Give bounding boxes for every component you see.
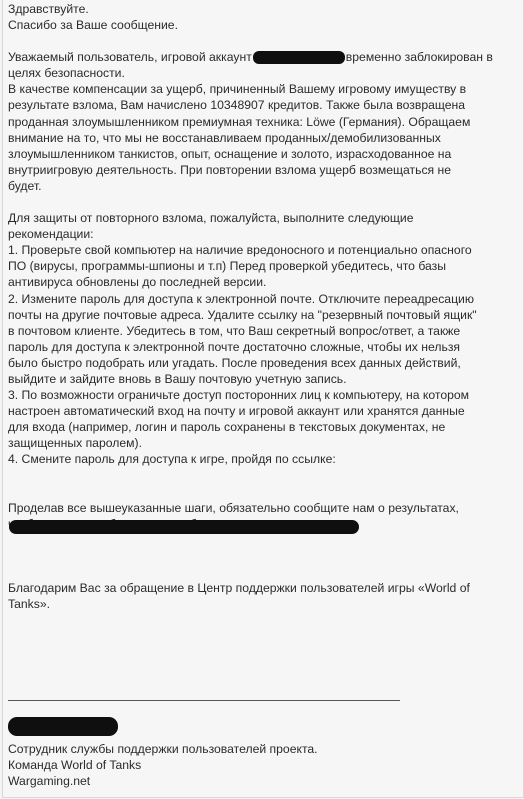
recommendation-line: в почтовом клиенте. Убедитесь в том, что Ваш секретный вопрос/ответ, а также <box>8 323 461 338</box>
block-notice-after: временно заблокирован в <box>345 50 493 65</box>
compensation-line: В качестве компенсации за ущерб, причиненный Вашему игровому имуществу в <box>8 82 467 97</box>
recommendation-line: 2. Измените пароль для доступа к электронной почте. Отключите переадресацию <box>8 291 474 306</box>
signature-company: Wargaming.net <box>8 774 91 789</box>
recommendation-line: было быстро подобрать или угадать. После проведения всех данных действий, <box>8 355 461 370</box>
recommendation-line: 3. По возможности ограничьте доступ посторонних лиц к компьютеру, на котором <box>8 388 470 403</box>
block-notice-line-2: целях безопасности. <box>8 66 125 81</box>
compensation-line: внутриигровую деятельность. При повторении взлома ущерб возмещаться не <box>8 162 452 177</box>
redacted-reset-link <box>9 520 359 534</box>
recommendation-line: для входа (например, логин и пароль сохранены в текстовых документах, не <box>8 420 446 435</box>
closing-line: Благодарим Вас за обращение в Центр поддержки пользователей игры «World of <box>8 580 470 595</box>
after-steps-line: Проделав все вышеуказанные шаги, обязательно сообщите нам о результатах, <box>8 500 459 515</box>
recommendation-line: пароль для доступа к электронной почте достаточно сложные, чтобы их нельзя <box>8 339 461 354</box>
compensation-line: будет. <box>8 178 42 193</box>
recommendation-line: защищенных паролем). <box>8 436 142 451</box>
recommendation-line: Для защиты от повторного взлома, пожалуйста, выполните следующие <box>8 211 414 226</box>
recommendation-line: почты на другие почтовые адреса. Удалите ссылку на "резервный почтовый ящик" <box>8 307 477 322</box>
recommendation-line: рекомендации: <box>8 227 94 242</box>
block-notice-line-1 <box>8 49 518 65</box>
recommendation-line: антивируса обновлены до последней версии. <box>8 275 267 290</box>
thanks-line: Спасибо за Ваше сообщение. <box>8 18 178 33</box>
greeting: Здравствуйте. <box>8 2 89 16</box>
signature-divider <box>8 700 400 701</box>
closing-line: Tanks». <box>8 596 51 611</box>
block-notice-before: Уважаемый пользователь, игровой аккаунт <box>8 50 252 65</box>
compensation-line: результате взлома, Вам начислено 10348907 кредитов. Также была возвращена <box>8 98 466 113</box>
compensation-line: внимание на то, что мы не восстанавливаем проданных/демобилизованных <box>8 130 441 145</box>
signature-role: Сотрудник службы поддержки пользователей проекта. <box>8 742 318 756</box>
recommendation-line: 1. Проверьте свой компьютер на наличие вредоносного и потенциально опасного <box>8 243 472 258</box>
recommendation-line: ПО (вирусы, программы-шпионы и т.п) Перед проверкой убедитесь, что базы <box>8 259 447 274</box>
signature-team: Команда World of Tanks <box>8 758 142 773</box>
redacted-account-name <box>253 51 345 64</box>
redacted-agent-name <box>8 717 118 736</box>
compensation-line: проданная злоумышленником премиумная техника: Löwe (Германия). Обращаем <box>8 114 471 129</box>
compensation-line: злоумышленником танкистов, опыт, оснащение и золото, израсходованное на <box>8 146 452 161</box>
recommendation-line: 4. Смените пароль для доступа к игре, пройдя по ссылке: <box>8 452 336 467</box>
recommendation-line: настроен автоматический вход на почту и игровой аккаунт или хранятся данные <box>8 404 465 419</box>
recommendation-line: выйдите и зайдите вновь в Вашу почтовую учетную запись. <box>8 371 347 386</box>
signature-block <box>8 741 318 789</box>
